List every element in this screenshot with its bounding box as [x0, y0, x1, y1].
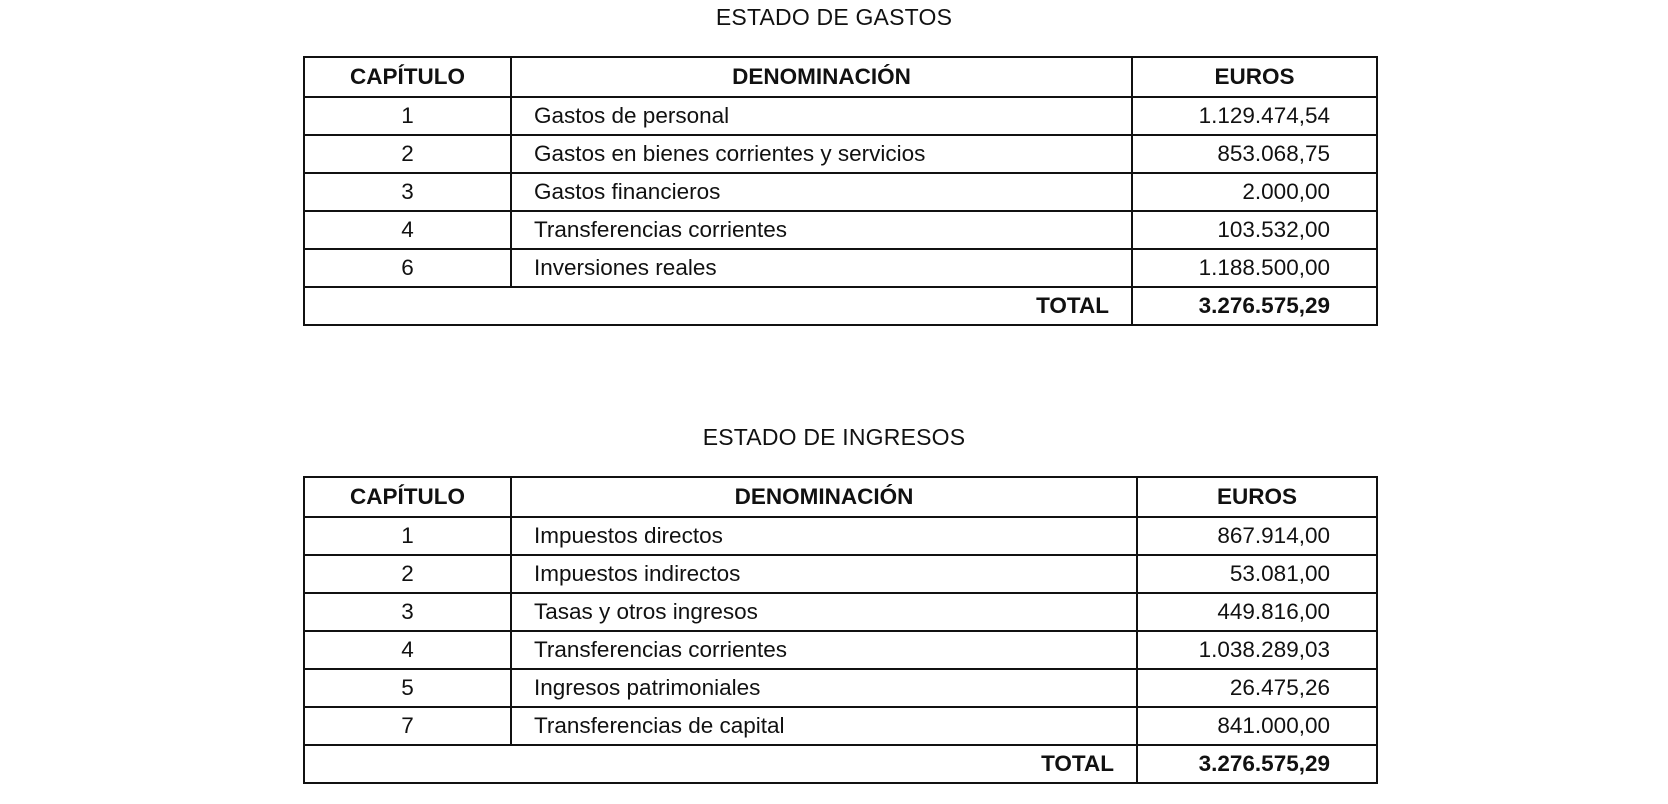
- cell-capitulo: 5: [304, 669, 511, 707]
- cell-denominacion: Transferencias de capital: [511, 707, 1137, 745]
- gastos-table: [303, 56, 1378, 326]
- table-row: [304, 593, 1377, 631]
- table-row: [304, 97, 1377, 135]
- cell-capitulo: 1: [304, 97, 511, 135]
- header-capitulo: CAPÍTULO: [304, 57, 511, 97]
- cell-euros: 1.038.289,03: [1137, 631, 1377, 669]
- cell-denominacion: Inversiones reales: [511, 249, 1132, 287]
- total-row: [304, 287, 1377, 325]
- cell-euros: 867.914,00: [1137, 517, 1377, 555]
- cell-capitulo: 2: [304, 135, 511, 173]
- table-header-row: [304, 477, 1377, 517]
- table-row: [304, 669, 1377, 707]
- table-row: [304, 135, 1377, 173]
- total-row: [304, 745, 1377, 783]
- cell-capitulo: 7: [304, 707, 511, 745]
- header-euros: EUROS: [1137, 477, 1377, 517]
- cell-euros: 1.129.474,54: [1132, 97, 1377, 135]
- cell-capitulo: 3: [304, 593, 511, 631]
- ingresos-table: [303, 476, 1378, 784]
- header-denominacion: DENOMINACIÓN: [511, 57, 1132, 97]
- cell-euros: 103.532,00: [1132, 211, 1377, 249]
- cell-euros: 26.475,26: [1137, 669, 1377, 707]
- ingresos-title: ESTADO DE INGRESOS: [702, 424, 966, 450]
- table-row: [304, 555, 1377, 593]
- total-value: 3.276.575,29: [1137, 745, 1377, 783]
- table-row: [304, 631, 1377, 669]
- cell-euros: 1.188.500,00: [1132, 249, 1377, 287]
- cell-capitulo: 3: [304, 173, 511, 211]
- cell-euros: 853.068,75: [1132, 135, 1377, 173]
- cell-euros: 841.000,00: [1137, 707, 1377, 745]
- cell-denominacion: Impuestos directos: [511, 517, 1137, 555]
- cell-euros: 449.816,00: [1137, 593, 1377, 631]
- header-euros: EUROS: [1132, 57, 1377, 97]
- table-row: [304, 173, 1377, 211]
- table-header-row: [304, 57, 1377, 97]
- table-row: [304, 517, 1377, 555]
- cell-denominacion: Ingresos patrimoniales: [511, 669, 1137, 707]
- cell-denominacion: Transferencias corrientes: [511, 631, 1137, 669]
- cell-capitulo: 4: [304, 211, 511, 249]
- cell-denominacion: Tasas y otros ingresos: [511, 593, 1137, 631]
- cell-denominacion: Gastos de personal: [511, 97, 1132, 135]
- cell-capitulo: 2: [304, 555, 511, 593]
- total-value: 3.276.575,29: [1132, 287, 1377, 325]
- cell-capitulo: 1: [304, 517, 511, 555]
- cell-denominacion: Transferencias corrientes: [511, 211, 1132, 249]
- cell-euros: 2.000,00: [1132, 173, 1377, 211]
- cell-denominacion: Impuestos indirectos: [511, 555, 1137, 593]
- header-denominacion: DENOMINACIÓN: [511, 477, 1137, 517]
- cell-denominacion: Gastos en bienes corrientes y servicios: [511, 135, 1132, 173]
- cell-capitulo: 6: [304, 249, 511, 287]
- table-row: [304, 211, 1377, 249]
- cell-denominacion: Gastos financieros: [511, 173, 1132, 211]
- header-capitulo: CAPÍTULO: [304, 477, 511, 517]
- table-row: [304, 707, 1377, 745]
- table-row: [304, 249, 1377, 287]
- total-label: TOTAL: [304, 287, 1132, 325]
- total-label: TOTAL: [304, 745, 1137, 783]
- gastos-title: ESTADO DE GASTOS: [715, 4, 953, 30]
- cell-euros: 53.081,00: [1137, 555, 1377, 593]
- cell-capitulo: 4: [304, 631, 511, 669]
